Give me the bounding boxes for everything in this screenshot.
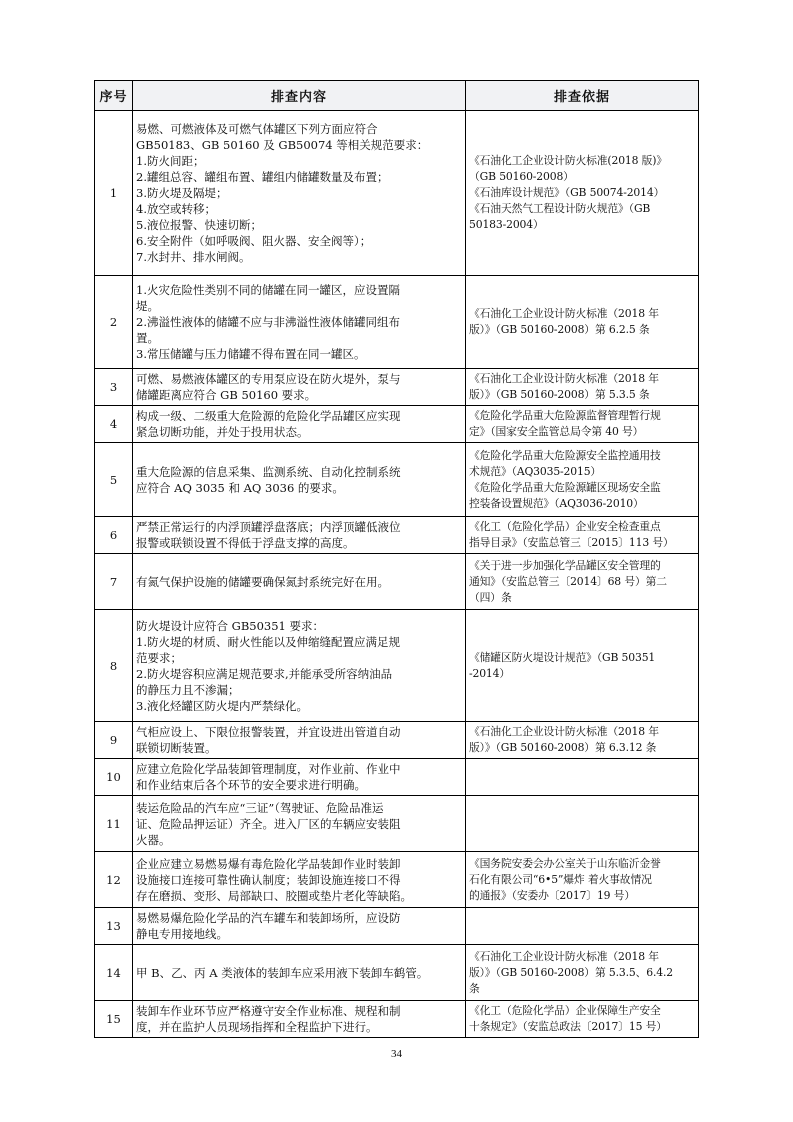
- row-number: 7: [95, 554, 133, 610]
- content-line: 2.罐组总容、罐组布置、罐组内储罐数量及布置；: [136, 170, 389, 184]
- inspection-content: [133, 369, 466, 406]
- inspection-basis: [466, 1001, 699, 1038]
- table-row: [95, 908, 699, 945]
- table-row: [95, 852, 699, 908]
- table-row: [95, 945, 699, 1001]
- inspection-content: [133, 759, 466, 796]
- content-line: 2.沸溢性液体的储罐不应与非沸溢性液体储罐同组布: [136, 315, 400, 329]
- basis-line: 《危险化学品重大危险源安全监控通用技: [469, 448, 661, 462]
- inspection-basis: [466, 517, 699, 554]
- basis-line: （GB 50160-2008）: [469, 170, 574, 183]
- basis-line: 条: [469, 981, 480, 995]
- basis-line: 《国务院安委会办公室关于山东临沂金誉: [469, 856, 661, 870]
- row-number: 12: [95, 852, 133, 908]
- content-line: 应符合 AQ 3035 和 AQ 3036 的要求。: [136, 480, 344, 495]
- basis-line: 指导目录》（安监总管三〔2015〕113 号）: [469, 536, 674, 549]
- row-number: 1: [95, 111, 133, 276]
- content-line: 2.防火堤容积应满足规范要求,并能承受所容纳油品: [136, 666, 393, 681]
- row-number: 2: [95, 276, 133, 369]
- content-line: 4.放空或转移；: [136, 202, 216, 216]
- inspection-content: [133, 276, 466, 369]
- basis-line: 《关于进一步加强化学品罐区安全管理的: [469, 558, 661, 572]
- basis-line: 十条规定》（安监总政法〔2017〕15 号）: [469, 1020, 667, 1033]
- inspection-content: [133, 406, 466, 443]
- content-line: 6.安全附件（如呼吸阀、阻火器、安全阀等）；: [136, 234, 372, 248]
- basis-line: 《储罐区防火堤设计规范》（GB 50351: [469, 650, 656, 664]
- table-row: [95, 111, 699, 276]
- content-line: 5.液位报警、快速切断；: [136, 218, 262, 232]
- row-number: 6: [95, 517, 133, 554]
- content-line: 设施接口连接可靠性确认制度；装卸设施连接口不得: [136, 872, 401, 887]
- row-number: 4: [95, 406, 133, 443]
- basis-line: 版）》（GB 50160-2008）第 5.3.5、6.4.2: [469, 965, 673, 979]
- basis-line: 定》（国家安全监管总局令第 40 号）: [469, 425, 644, 438]
- content-line: 1.防火堤的材质、耐火性能以及伸缩缝配置应满足规: [136, 634, 400, 649]
- table-row: [95, 722, 699, 759]
- row-number: 5: [95, 443, 133, 517]
- table-header-row: [95, 81, 699, 111]
- table-row: [95, 443, 699, 517]
- row-number: 13: [95, 908, 133, 945]
- table-row: [95, 796, 699, 852]
- content-line: 企业应建立易燃易爆有毒危险化学品装卸作业时装卸: [136, 856, 401, 871]
- basis-line: 《危险化学品重大危险源罐区现场安全监: [469, 480, 661, 494]
- basis-line: 控装备设置规范》（AQ3036-2010）: [469, 496, 644, 510]
- inspection-content: [133, 517, 466, 554]
- table-body: [95, 111, 699, 1038]
- content-line: 构成一级、二级重大危险源的危险化学品罐区应实现: [136, 409, 401, 423]
- row-number: 11: [95, 796, 133, 852]
- inspection-content: [133, 796, 466, 852]
- basis-line: 50183-2004）: [469, 218, 544, 231]
- header-basis: 排查依据: [466, 81, 699, 111]
- content-line: 范要求；: [136, 650, 182, 665]
- content-line: 重大危险源的信息采集、监测系统、自动化控制系统: [136, 464, 401, 479]
- row-number: 10: [95, 759, 133, 796]
- content-line: 1.火灾危险性类别不同的储罐在同一罐区，应设置隔: [136, 283, 400, 297]
- inspection-basis: [466, 554, 699, 610]
- basis-line: 《危险化学品重大危险源监督管理暂行规: [469, 409, 661, 422]
- basis-line: 《石油天然气工程设计防火规范》（GB: [469, 202, 651, 215]
- basis-line: 《化工（危险化学品）企业保障生产安全: [469, 1004, 661, 1017]
- table-row: [95, 406, 699, 443]
- basis-line: 通知》（安监总管三〔2014〕68 号）第二: [469, 574, 667, 588]
- basis-line: 《石油化工企业设计防火标准（2018 年: [469, 372, 659, 385]
- inspection-content: [133, 945, 466, 1001]
- inspection-basis: [466, 406, 699, 443]
- content-line: 可燃、易燃液体罐区的专用泵应设在防火堤外，泵与: [136, 372, 401, 386]
- content-line: 装卸车作业环节应严格遵守安全作业标准、规程和制: [136, 1004, 401, 1018]
- inspection-basis: [466, 111, 699, 276]
- row-number: 3: [95, 369, 133, 406]
- inspection-content: [133, 610, 466, 722]
- inspection-basis: [466, 945, 699, 1001]
- inspection-basis: [466, 722, 699, 759]
- inspection-basis: [466, 369, 699, 406]
- basis-line: 《石油化工企业设计防火标准（2018 年: [469, 725, 659, 738]
- inspection-basis: [466, 759, 699, 796]
- content-line: 有氮气保护设施的储罐要确保氮封系统完好在用。: [136, 574, 389, 589]
- basis-line: 《化工（危险化学品）企业安全检查重点: [469, 520, 661, 533]
- content-line: 度，并在监护人员现场指挥和全程监护下进行。: [136, 1020, 378, 1034]
- basis-line: 版）》（GB 50160-2008）第 6.3.12 条: [469, 741, 657, 754]
- content-line: 报警或联锁设置不得低于浮盘支撑的高度。: [136, 536, 355, 550]
- basis-line: -2014）: [469, 666, 511, 680]
- inspection-basis: [466, 852, 699, 908]
- content-line: 3.防火堤及隔堤；: [136, 186, 228, 200]
- page-number: 34: [391, 1048, 402, 1060]
- header-no: 序号: [95, 81, 133, 111]
- row-number: 14: [95, 945, 133, 1001]
- content-line: 3.常压储罐与压力储罐不得布置在同一罐区。: [136, 347, 366, 361]
- basis-line: 版）》（GB 50160-2008）第 6.2.5 条: [469, 323, 650, 336]
- row-number: 9: [95, 722, 133, 759]
- content-line: 证、危险品押运证）齐全。进入厂区的车辆应安装阻: [136, 816, 401, 831]
- header-content: 排查内容: [133, 81, 466, 111]
- table-row: [95, 610, 699, 722]
- row-number: 8: [95, 610, 133, 722]
- inspection-basis: [466, 796, 699, 852]
- content-line: 紧急切断功能，并处于投用状态。: [136, 425, 309, 439]
- table-row: [95, 276, 699, 369]
- basis-line: 版）》（GB 50160-2008）第 5.3.5 条: [469, 388, 650, 401]
- content-line: 7.水封井、排水闸阀。: [136, 250, 251, 264]
- table-row: [95, 369, 699, 406]
- content-line: 易燃、可燃液体及可燃气体罐区下列方面应符合: [136, 122, 378, 136]
- table-row: [95, 1001, 699, 1038]
- content-line: 严禁正常运行的内浮顶罐浮盘落底；内浮顶罐低液位: [136, 520, 401, 534]
- basis-line: 《石油库设计规范》（GB 50074-2014）: [469, 186, 665, 199]
- content-line: 3.液化烃罐区防火堤内严禁绿化。: [136, 698, 308, 713]
- content-line: 易燃易爆危险化学品的汽车罐车和装卸场所，应设防: [136, 911, 401, 925]
- content-line: 置。: [136, 331, 159, 345]
- inspection-basis: [466, 276, 699, 369]
- basis-line: 的通报》（安委办〔2017〕19 号）: [469, 888, 635, 902]
- content-line: 联锁切断装置。: [136, 741, 217, 755]
- inspection-basis: [466, 908, 699, 945]
- content-line: 火器。: [136, 832, 171, 847]
- table-row: [95, 554, 699, 610]
- content-line: 防火堤设计应符合 GB50351 要求：: [136, 618, 325, 633]
- inspection-content: [133, 908, 466, 945]
- content-line: 堤。: [136, 299, 159, 313]
- inspection-content: [133, 722, 466, 759]
- content-line: 的静压力且不渗漏；: [136, 682, 240, 697]
- inspection-content: [133, 852, 466, 908]
- basis-line: 《石油化工企业设计防火标准（2018 年: [469, 307, 659, 320]
- inspection-content: [133, 443, 466, 517]
- content-line: 静电专用接地线。: [136, 927, 228, 941]
- inspection-content: [133, 1001, 466, 1038]
- basis-line: （四）条: [469, 590, 512, 604]
- inspection-table-container: [94, 80, 698, 1038]
- basis-line: 石化有限公司“6•5”爆炸 着火事故情况: [469, 872, 652, 886]
- content-line: 甲 B、乙、丙 A 类液体的装卸车应采用液下装卸车鹤管。: [136, 965, 429, 980]
- content-line: 1.防火间距；: [136, 154, 205, 168]
- inspection-table: [94, 80, 699, 1038]
- inspection-content: [133, 554, 466, 610]
- content-line: GB50183、GB 50160 及 GB50074 等相关规范要求：: [136, 138, 429, 152]
- content-line: 存在磨损、变形、局部缺口、胶圈或垫片老化等缺陷。: [136, 888, 412, 903]
- content-line: 和作业结束后各个环节的安全要求进行明确。: [136, 778, 366, 792]
- content-line: 储罐距离应符合 GB 50160 要求。: [136, 388, 317, 402]
- content-line: 应建立危险化学品装卸管理制度，对作业前、作业中: [136, 762, 401, 776]
- basis-line: 术规范》（AQ3035-2015）: [469, 464, 602, 478]
- basis-line: 《石油化工企业设计防火标准（2018 年: [469, 949, 659, 963]
- content-line: 气柜应设上、下限位报警装置，并宜设进出管道自动: [136, 725, 401, 739]
- inspection-basis: [466, 610, 699, 722]
- row-number: 15: [95, 1001, 133, 1038]
- inspection-basis: [466, 443, 699, 517]
- table-row: [95, 759, 699, 796]
- table-row: [95, 517, 699, 554]
- content-line: 装运危险品的汽车应“三证”（驾驶证、危险品准运: [136, 800, 384, 815]
- basis-line: 《石油化工企业设计防火标准(2018 版)》: [469, 154, 667, 167]
- inspection-content: [133, 111, 466, 276]
